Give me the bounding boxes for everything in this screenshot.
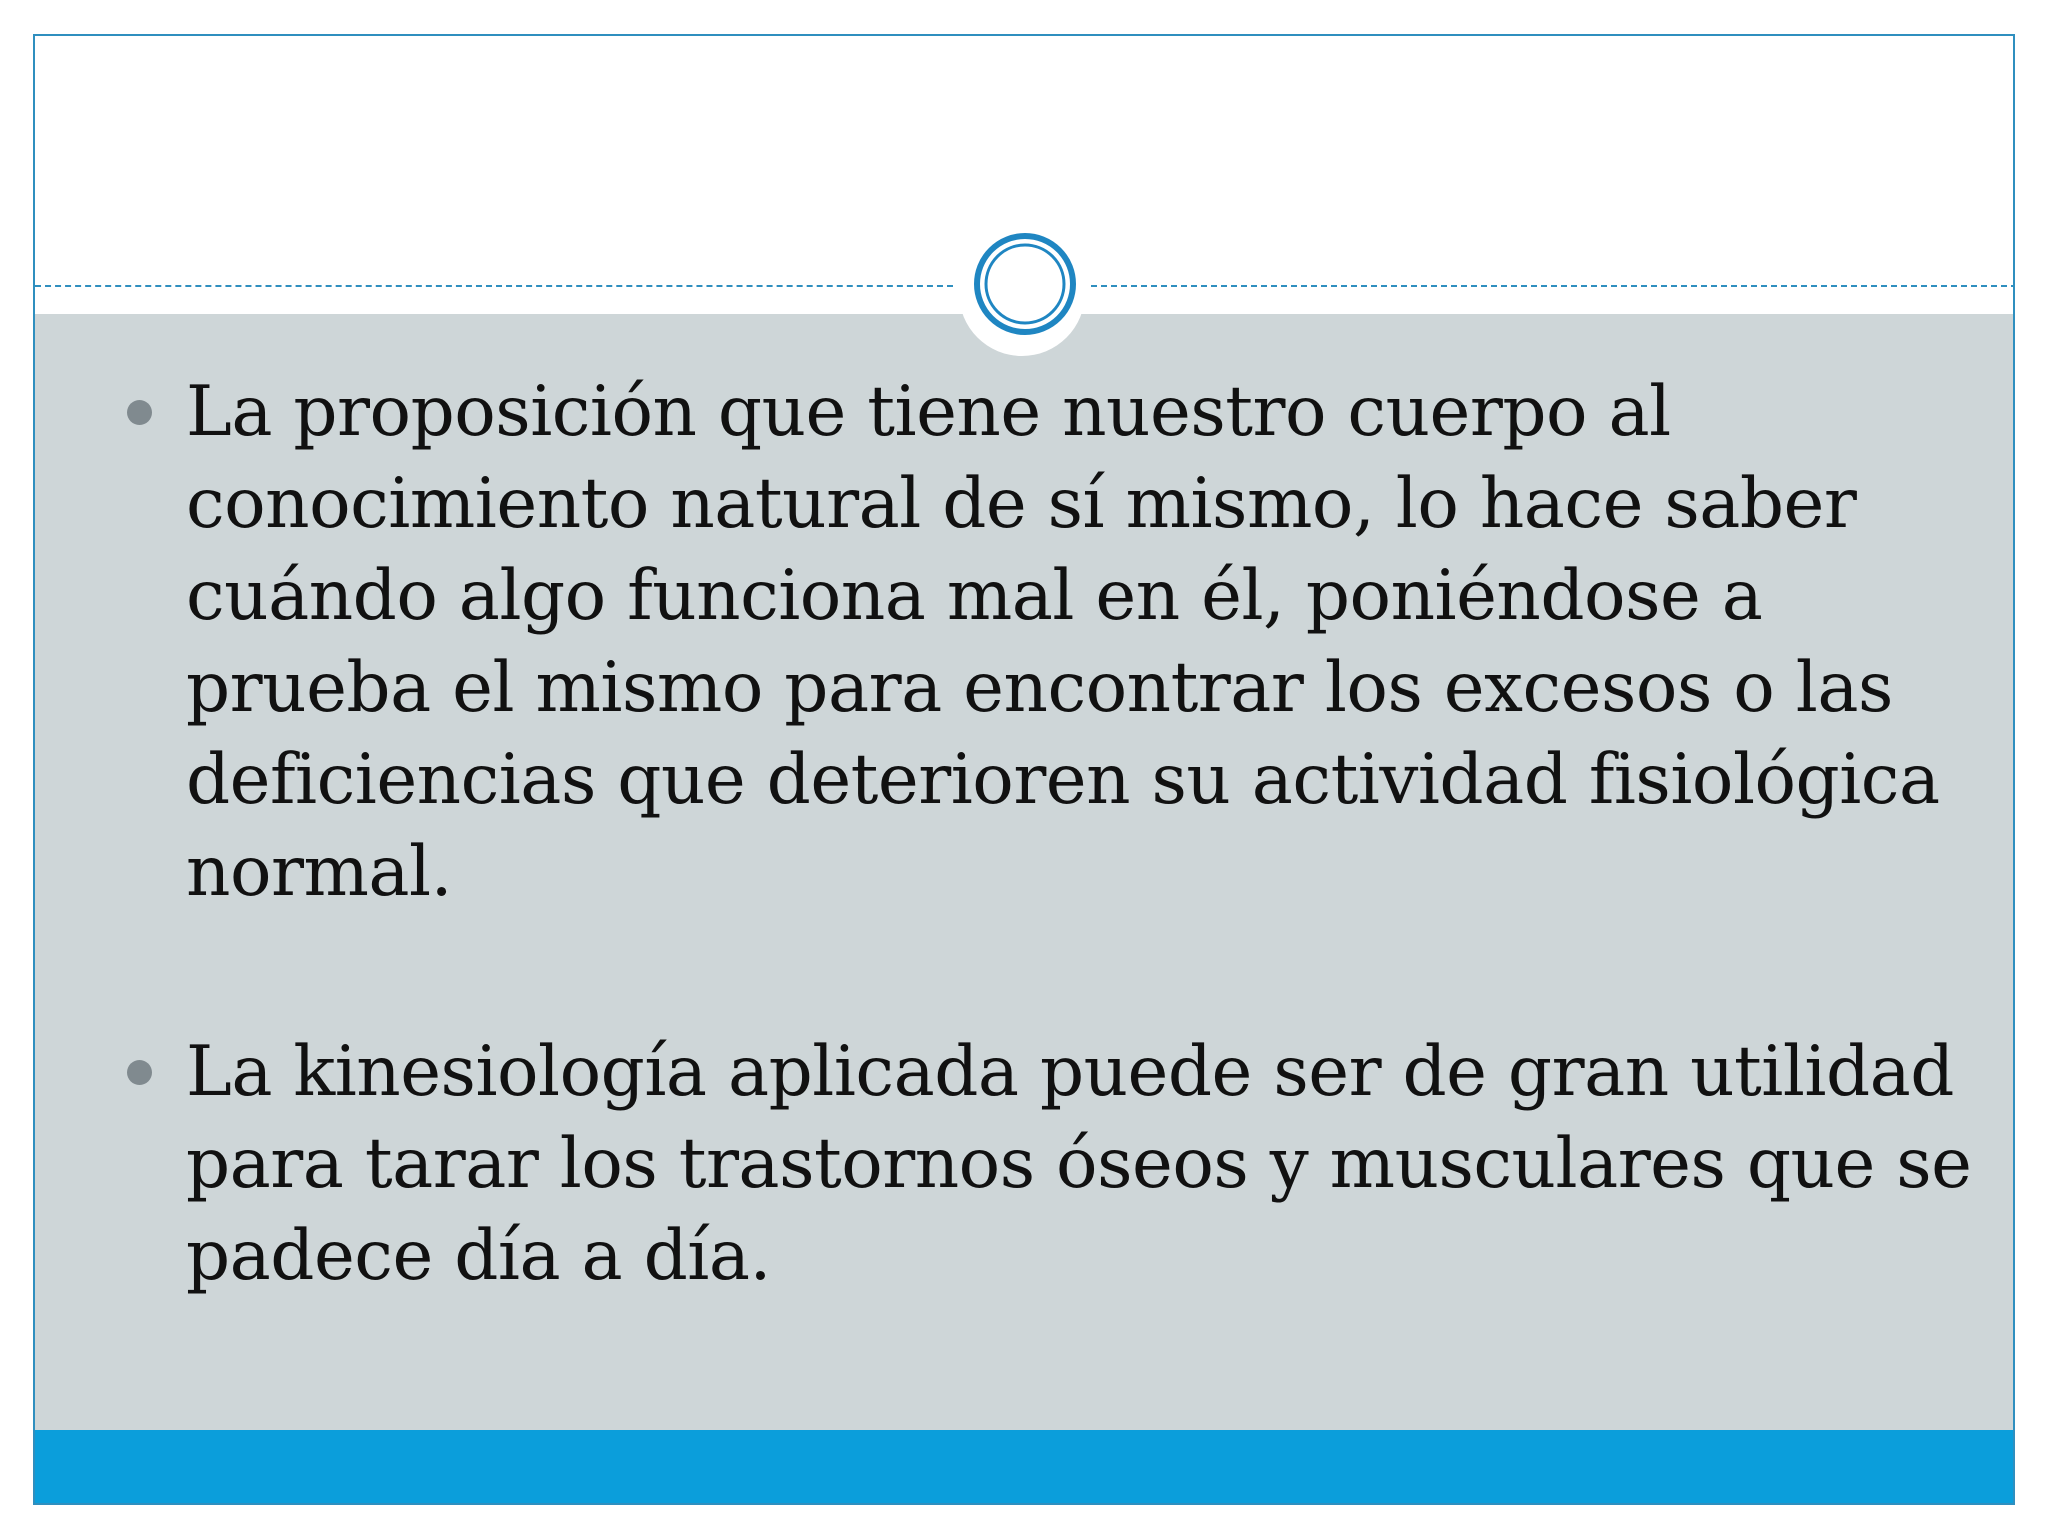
bullet-item — [127, 1026, 2007, 1302]
bullet-text: La proposición que tiene nuestro cuerpo al conocimiento natural de sí mismo, lo hace saber cuándo algo funciona mal en él, poniéndose a prueba el mismo para encontrar los excesos o las deficiencias que deterioren su actividad fisiológica normal. — [186, 372, 1940, 912]
bullet-dot-icon — [127, 400, 152, 425]
footer-accent-bar — [35, 1430, 2013, 1503]
dashed-divider-left — [35, 285, 953, 287]
bullet-dot-icon — [127, 1060, 152, 1085]
dashed-divider-right — [1091, 285, 2015, 287]
circle-ornament-icon — [973, 232, 1077, 336]
slide-frame — [33, 34, 2015, 1505]
bullet-item — [127, 366, 2007, 918]
bullet-list — [127, 366, 2007, 1302]
bullet-text: La kinesiología aplicada puede ser de gran utilidad para tarar los trastornos óseos y musculares que se padece día a día. — [186, 1032, 1972, 1296]
